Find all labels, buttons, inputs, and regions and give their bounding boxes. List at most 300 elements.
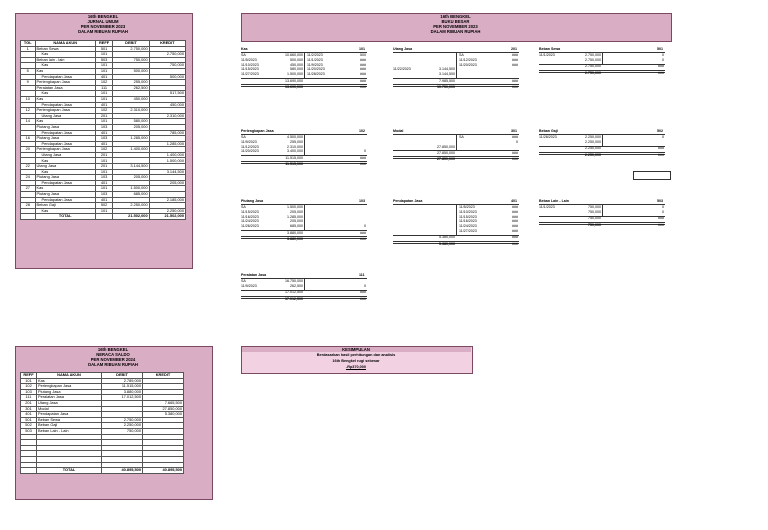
ledger-credit-date[interactable]: 11/5/2023 [459,205,475,209]
ledger-credit-date[interactable]: 11/12/2023 [459,57,477,62]
ledger-debit-date[interactable]: 11/5/2023 [241,57,257,62]
ledger-total-credit: ### [360,296,366,301]
cell-debit[interactable]: 1.500,000 [113,186,149,192]
ledger-total-credit: ### [512,241,518,246]
cell-nama-akun[interactable]: Modal [37,406,102,412]
ledger-credit-date[interactable]: 11/20/2023 [459,62,477,67]
ledger-total-credit: ### [512,85,518,89]
ledger-credit-amount[interactable]: 0 [516,139,518,144]
cell-nama-akun[interactable]: Piutang Jasa [35,192,95,198]
report-name: BUKU BESAR [441,19,470,24]
cell-debit[interactable]: 205,000 [113,175,149,181]
cell-reff[interactable]: 101 [95,208,112,214]
cell-nama-akun[interactable]: Pendapatan Jasa [35,141,95,147]
ledger-debit-date[interactable]: 11/24/2023 [241,219,259,224]
ledger-debit-amount[interactable]: 16.750,000 [285,279,303,283]
cell-nama-akun[interactable]: Kas [35,96,95,102]
company-name: 16th BENGKEL [97,347,129,352]
ledger-credit-amount[interactable]: ### [512,62,518,67]
ledger-debit-date[interactable]: 11/20/2023 [241,149,259,154]
ledger-debit-amount[interactable]: 450,000 [290,62,303,67]
cell-reff[interactable]: 101 [95,119,112,125]
cell-reff[interactable]: 101 [95,169,112,175]
cell-debit[interactable]: 40.895,500 [102,468,143,474]
jurnal-umum-title [15,14,191,34]
cell-debit[interactable]: 3.880,000 [102,389,143,395]
ledger-account-102 [241,129,367,189]
cell-reff[interactable]: 401 [95,180,112,186]
cell-nama-akun[interactable]: Kas [35,91,95,97]
cell-nama-akun[interactable]: Beban Sewa [35,46,95,52]
ledger-credit-amount[interactable]: ### [512,57,518,62]
ledger-account-name: Utang Jasa [393,47,413,51]
cell-reff[interactable]: 101 [95,96,112,102]
cell-reff[interactable]: 502 [21,423,37,429]
cell-reff[interactable]: 401 [95,130,112,136]
ledger-debit-amount[interactable]: 27.850,000 [437,144,455,149]
ledger-credit-amount[interactable]: 0 [662,53,664,57]
cell-nama-akun[interactable]: Beban Lain - Lain [37,428,102,434]
company-name: 16th BENGKEL [440,14,471,19]
col-debit: DEBIT [113,41,149,47]
ledger-debit-amount[interactable]: 2.250,000 [585,139,601,144]
cell-nama-akun[interactable]: Kas [35,208,95,214]
ledger-debit-amount[interactable]: 262,500 [290,283,303,288]
cell-nama-akun[interactable]: Beban Gaji [35,203,95,209]
cell-kredit[interactable]: 450,000 [149,102,185,108]
cell-debit[interactable]: 17.012,500 [102,395,143,401]
cell-kredit[interactable]: 785,000 [149,130,185,136]
ledger-credit-date[interactable]: 11/16/2023 [459,219,477,224]
cell-nama-akun[interactable]: Kas [35,186,95,192]
ledger-total-rule [539,152,665,155]
cell-nama-akun[interactable]: Piutang Jasa [35,175,95,181]
ledger-credit-amount[interactable]: ### [360,57,366,62]
cell-reff[interactable]: 102 [95,147,112,153]
col-reff: REFF [21,373,37,379]
cell-debit[interactable]: 2.310,000 [113,108,149,114]
ledger-debit-date[interactable]: 11/26/2023 [241,224,259,229]
ledger-debit-date[interactable]: SA [241,279,246,283]
cell-nama-akun[interactable]: Perlengkapan Jasa [37,384,102,390]
ledger-account-502 [539,129,665,189]
ledger-debit-amount[interactable]: 2.310,000 [287,144,303,149]
ledger-credit-amount[interactable]: 0 [662,57,664,62]
report-name: NERACA SALDO [96,352,130,357]
cell-kredit[interactable]: 1.500,000 [149,158,185,164]
cell-nama-akun[interactable]: TOTAL [37,468,102,474]
kesimpulan-value: -Rp370,000 [345,365,367,369]
cell-tgl[interactable]: 5 [21,68,36,74]
ledger-debit-date[interactable]: 11/27/2023 [241,72,259,77]
ledger-center-rule [304,134,305,156]
cell-reff[interactable]: 301 [21,406,37,412]
cell-tgl[interactable] [21,214,36,220]
cell-debit[interactable]: 21.502,000 [113,214,149,220]
ledger-debit-amount[interactable]: 580,000 [290,67,303,72]
ledger-sum-credit: ### [360,155,366,160]
cell-reff[interactable]: 101 [95,52,112,58]
ledger-sum-credit: ### [512,235,518,240]
cell-debit[interactable]: 1.285,000 [113,136,149,142]
cell-tgl[interactable]: 1 [21,46,36,52]
cell-kredit[interactable]: 21.502,000 [149,214,185,220]
ledger-credit-date[interactable]: 11/28/2023 [307,72,325,77]
cell-nama-akun[interactable]: Kas [35,63,95,69]
col-tgl: TGL [21,41,36,47]
ledger-credit-date[interactable]: 11/9/2023 [307,62,323,67]
cell-reff[interactable]: 101 [95,158,112,164]
ledger-total-rule [539,70,665,73]
ledger-debit-amount[interactable]: 10.660,000 [285,53,303,57]
cell-kredit[interactable]: 1.285,000 [149,141,185,147]
cell-reff[interactable] [21,468,37,474]
cell-reff[interactable]: 401 [95,74,112,80]
cell-nama-akun[interactable]: Beban Sewa [37,417,102,423]
ledger-account-503 [539,199,665,259]
cell-tgl[interactable]: 14 [21,119,36,125]
cell-nama-akun[interactable]: Peralatan Jasa [37,395,102,401]
cell-nama-akun[interactable]: Pendapatan Jasa [35,102,95,108]
cell-debit[interactable]: 255,000 [113,80,149,86]
ledger-debit-date[interactable]: 11/12/2023 [241,144,259,149]
ledger-debit-date[interactable]: 11/28/2023 [539,135,557,139]
ledger-account-401 [393,199,519,259]
cell-reff[interactable]: 501 [21,417,37,423]
cell-reff[interactable]: 101 [95,91,112,97]
ledger-debit-amount[interactable]: 1.285,000 [287,214,303,219]
ledger-sum: 27.850,000 [437,150,455,155]
ledger-debit-amount[interactable]: 3.144,500 [439,67,455,72]
ledger-account-code: 101 [359,47,365,51]
col-nama-akun: NAMA AKUN [37,373,102,379]
empty-cell-box[interactable] [633,171,671,180]
ledger-credit-amount[interactable]: ### [360,72,366,77]
cell-nama-akun[interactable]: Utang Jasa [35,152,95,158]
ledger-credit-amount[interactable]: ### [512,209,518,214]
ledger-debit-amount[interactable]: 205,000 [290,209,303,214]
cell-nama-akun[interactable]: Pendapatan Jasa [35,130,95,136]
ledger-debit-date[interactable]: 11/9/2023 [241,283,257,288]
ledger-credit-amount[interactable]: 0 [364,224,366,229]
ledger-account-name: Beban Lain - Lain [539,199,569,203]
cell-kredit[interactable]: 2.310,000 [149,113,185,119]
cell-nama-akun[interactable]: Kas [37,378,102,384]
ledger-credit-amount[interactable]: ### [512,205,518,209]
cell-debit[interactable]: 1.400,000 [113,147,149,153]
ledger-debit-amount[interactable]: 1.500,000 [287,205,303,209]
ledger-debit-date[interactable]: 11/15/2023 [241,209,259,214]
ledger-debit-amount[interactable]: 2.750,000 [585,57,601,62]
cell-kredit[interactable]: 750,000 [149,63,185,69]
cell-tgl[interactable]: 12 [21,108,36,114]
cell-reff[interactable]: 201 [21,400,37,406]
ledger-credit-date[interactable]: SA [459,135,464,139]
cell-debit[interactable]: 750,000 [113,57,149,63]
cell-reff[interactable]: 103 [95,124,112,130]
ledger-credit-amount[interactable]: 0 [662,205,664,209]
cell-tgl[interactable]: 9 [21,80,36,86]
ledger-debit-date[interactable]: SA [241,205,246,209]
ledger-sum: 5.380,000 [439,235,455,240]
cell-debit[interactable]: 205,000 [113,124,149,130]
ledger-credit-amount[interactable]: ### [512,224,518,229]
jurnal-umum-table [20,40,186,220]
ledger-debit-amount[interactable]: 750,000 [588,205,601,209]
cell-reff[interactable]: 103 [21,389,37,395]
total-row [21,214,186,220]
ledger-credit-amount[interactable]: ### [360,62,366,67]
ledger-debit-amount[interactable]: 1.500,000 [287,72,303,77]
cell-nama-akun[interactable]: Peralatan Jasa [35,85,95,91]
cell-reff[interactable]: 111 [21,395,37,401]
cell-debit[interactable]: 2.250,000 [113,203,149,209]
ledger-account-201 [393,47,519,107]
ledger-credit-date[interactable]: 11/20/2023 [307,67,325,72]
cell-tgl[interactable]: 16 [21,136,36,142]
cell-kredit[interactable]: 2.250,000 [149,208,185,214]
cell-reff[interactable]: 501 [95,46,112,52]
ledger-credit-date[interactable]: SA [459,53,464,57]
ledger-debit-amount[interactable]: 750,000 [588,209,601,214]
cell-kredit[interactable]: 7.665,500 [143,400,184,406]
ledger-credit-date[interactable]: 11/10/2023 [459,209,477,214]
cell-nama-akun[interactable]: Perlengkapan Jasa [35,147,95,153]
cell-reff[interactable]: 103 [95,192,112,198]
ledger-account-code: 501 [657,47,663,51]
ledger-debit-date[interactable]: 11/1/2023 [539,205,555,209]
company-name: 16th BENGKEL [87,14,119,19]
ledger-credit-amount[interactable]: ### [512,135,518,139]
cell-nama-akun[interactable]: Pendapatan Jasa [35,197,95,203]
cell-nama-akun[interactable]: Utang Jasa [37,400,102,406]
ledger-sum: 2.750,000 [585,64,601,69]
ledger-debit-date[interactable]: 11/1/2023 [539,53,555,57]
ledger-sum-credit: ### [658,64,664,69]
kesimpulan-line2: 16th Bengkel rugi sebesar [332,359,380,363]
ledger-account-501 [539,47,665,107]
ledger-sum-rule [393,78,519,79]
ledger-account-name: Perlengkapan Jasa [241,129,274,133]
cell-kredit[interactable]: 3.144,500 [149,169,185,175]
cell-reff[interactable]: 401 [95,102,112,108]
cell-reff[interactable]: 502 [95,203,112,209]
ledger-debit-amount[interactable]: 2.750,000 [585,53,601,57]
cell-reff[interactable]: 201 [95,113,112,119]
cell-debit[interactable]: 580,000 [113,119,149,125]
cell-tgl[interactable]: 28 [21,203,36,209]
cell-debit[interactable]: 3.144,500 [113,164,149,170]
ledger-debit-amount[interactable]: 500,000 [290,57,303,62]
ledger-center-rule [304,204,305,231]
report-period: PER NOVEMBER 2023 [433,24,478,29]
cell-nama-akun[interactable]: Kas [35,158,95,164]
cell-nama-akun[interactable]: Kas [35,119,95,125]
col-nama-akun: NAMA AKUN [35,41,95,47]
cell-kredit[interactable]: 1.400,000 [149,152,185,158]
ledger-debit-amount[interactable]: 3.400,000 [287,149,303,154]
cell-kredit[interactable]: 40.895,500 [143,468,184,474]
cell-nama-akun[interactable]: Perlengkapan Jasa [35,80,95,86]
cell-kredit[interactable]: 2.185,000 [149,197,185,203]
ledger-total-rule [241,84,367,87]
cell-kredit[interactable]: 5.380,000 [143,412,184,418]
cell-reff[interactable]: 401 [21,412,37,418]
cell-debit[interactable]: 750,000 [102,428,143,434]
ledger-credit-amount[interactable]: 0 [364,283,366,288]
cell-kredit[interactable]: 517,500 [149,91,185,97]
cell-kredit[interactable]: 500,000 [149,74,185,80]
ledger-debit-amount[interactable]: 685,000 [290,224,303,229]
ledger-sum: 13.690,000 [285,78,303,83]
ledger-sum-credit: ### [512,150,518,155]
cell-reff[interactable]: 102 [21,384,37,390]
ledger-credit-date[interactable]: 11/24/2023 [459,224,477,229]
cell-kredit[interactable]: 205,000 [149,180,185,186]
cell-reff[interactable]: 102 [95,80,112,86]
ledger-debit-date[interactable]: 11/10/2023 [241,62,259,67]
cell-reff[interactable]: 101 [95,68,112,74]
cell-nama-akun[interactable]: Kas [35,52,95,58]
ledger-account-name: Beban Gaji [539,129,558,133]
ledger-credit-amount[interactable]: 0 [364,149,366,154]
cell-nama-akun[interactable]: TOTAL [35,214,95,220]
ledger-sum-rule [539,216,665,217]
ledger-debit-date[interactable]: 11/22/2023 [393,67,411,72]
ledger-credit-amount[interactable]: ### [360,67,366,72]
cell-reff[interactable] [95,214,112,220]
ledger-center-rule [304,52,305,79]
cell-reff[interactable]: 101 [95,186,112,192]
ledger-center-rule [456,134,457,151]
ledger-sum-credit: ### [512,78,518,83]
ledger-total-rule [241,296,367,299]
buku-besar-title [241,14,670,34]
ledger-total: 5.380,000 [439,241,455,246]
ledger-debit-amount[interactable]: 205,000 [290,219,303,224]
report-unit: DALAM RIBUAN RUPIAH [430,29,481,34]
report-name: JURNAL UMUM [87,19,119,24]
cell-reff[interactable]: 103 [95,175,112,181]
ledger-credit-amount[interactable]: 500 [360,53,366,57]
ledger-total-rule [241,236,367,239]
cell-tgl[interactable]: 20 [21,147,36,153]
cell-nama-akun[interactable]: Kas [35,68,95,74]
ledger-debit-date[interactable]: SA [241,135,246,139]
cell-debit[interactable]: 262,500 [113,85,149,91]
ledger-debit-amount[interactable]: 255,000 [290,139,303,144]
report-unit: DALAM RIBUAN RUPIAH [88,362,138,367]
ledger-debit-date[interactable]: 11/15/2023 [241,67,259,72]
ledger-credit-amount[interactable]: 0 [662,135,664,139]
ledger-credit-amount[interactable]: ### [512,214,518,219]
ledger-center-rule [602,134,603,146]
ledger-credit-date[interactable]: 11/1/2023 [307,57,323,62]
cell-debit[interactable]: 11.515,000 [102,384,143,390]
cell-reff[interactable]: 101 [95,63,112,69]
cell-nama-akun[interactable]: Beban Gaji [37,423,102,429]
ledger-credit-date[interactable]: 11/27/2023 [459,229,477,233]
cell-nama-akun[interactable]: Pendapatan Jasa [35,180,95,186]
ledger-debit-date[interactable]: 11/16/2023 [241,214,259,219]
cell-kredit[interactable]: 27.850,000 [143,406,184,412]
cell-reff[interactable]: 503 [21,428,37,434]
ledger-credit-amount[interactable]: ### [512,219,518,224]
cell-debit[interactable]: 500,000 [113,68,149,74]
cell-reff[interactable]: 201 [95,164,112,170]
cell-nama-akun[interactable]: Utang Jasa [35,113,95,119]
cell-nama-akun[interactable]: Pendapatan Jasa [37,412,102,418]
cell-nama-akun[interactable]: Perlengkapan Jasa [35,108,95,114]
ledger-sum-credit: ### [360,230,366,235]
cell-nama-akun[interactable]: Pendapatan Jasa [35,74,95,80]
ledger-total: 750,000 [588,222,601,227]
ledger-credit-amount[interactable]: ### [512,53,518,57]
cell-tgl[interactable]: 27 [21,186,36,192]
ledger-total-credit: ### [658,152,664,157]
ledger-sum: 3.880,000 [287,230,303,235]
ledger-sum-rule [241,155,367,156]
cell-reff[interactable]: 401 [95,141,112,147]
ledger-debit-amount[interactable]: 3.144,500 [439,72,455,77]
cell-reff[interactable]: 102 [95,108,112,114]
ledger-account-code: 301 [511,129,517,133]
ledger-credit-date[interactable]: 11/15/2023 [459,214,477,219]
cell-tgl[interactable]: 10 [21,96,36,102]
cell-nama-akun[interactable]: Beban lain - lain [35,57,95,63]
ledger-sum-rule [393,235,519,236]
ledger-sum: 2.250,000 [585,146,601,151]
cell-debit[interactable]: 2.789,000 [102,378,143,384]
col-kredit: KREDIT [149,41,185,47]
ledger-credit-amount[interactable]: 0 [662,209,664,214]
ledger-credit-amount[interactable]: ### [512,229,518,233]
cell-reff[interactable]: 201 [95,152,112,158]
report-unit: DALAM RIBUAN RUPIAH [78,29,128,34]
cell-nama-akun[interactable]: Piutang Jasa [37,389,102,395]
cell-nama-akun[interactable]: Kas [35,169,95,175]
cell-debit[interactable]: 2.750,000 [113,46,149,52]
cell-tgl[interactable]: 24 [21,175,36,181]
cell-debit[interactable]: 2.250,000 [102,423,143,429]
ledger-account-code: 503 [657,199,663,203]
report-period: PER NOVEMBER 2023 [80,24,126,29]
cell-nama-akun[interactable]: Piutang Jasa [35,136,95,142]
ledger-sum-credit: ### [658,216,664,221]
cell-reff[interactable]: 111 [95,85,112,91]
cell-tgl[interactable]: 22 [21,164,36,170]
ledger-total: 2.250,000 [585,152,601,157]
cell-nama-akun[interactable]: Utang Jasa [35,164,95,170]
cell-reff[interactable]: 401 [95,197,112,203]
ledger-total: 10.750,000 [437,85,455,89]
cell-nama-akun[interactable]: Piutang Jasa [35,124,95,130]
cell-debit[interactable]: 450,000 [113,96,149,102]
ledger-sum: 17.012,500 [285,290,303,295]
cell-kredit[interactable]: 2.750,000 [149,52,185,58]
cell-reff[interactable]: 101 [21,378,37,384]
ledger-debit-date[interactable]: 11/9/2023 [241,139,257,144]
ledger-debit-date[interactable]: SA [241,53,246,57]
cell-debit[interactable]: 685,000 [113,192,149,198]
ledger-credit-date[interactable]: 11/2/2023 [307,53,323,57]
cell-debit[interactable]: 2.750,000 [102,417,143,423]
ledger-debit-amount[interactable]: 4.500,000 [287,135,303,139]
ledger-debit-amount[interactable]: 2.250,000 [585,135,601,139]
cell-reff[interactable]: 503 [95,57,112,63]
ledger-total-credit: ### [360,162,366,167]
cell-reff[interactable]: 103 [95,136,112,142]
